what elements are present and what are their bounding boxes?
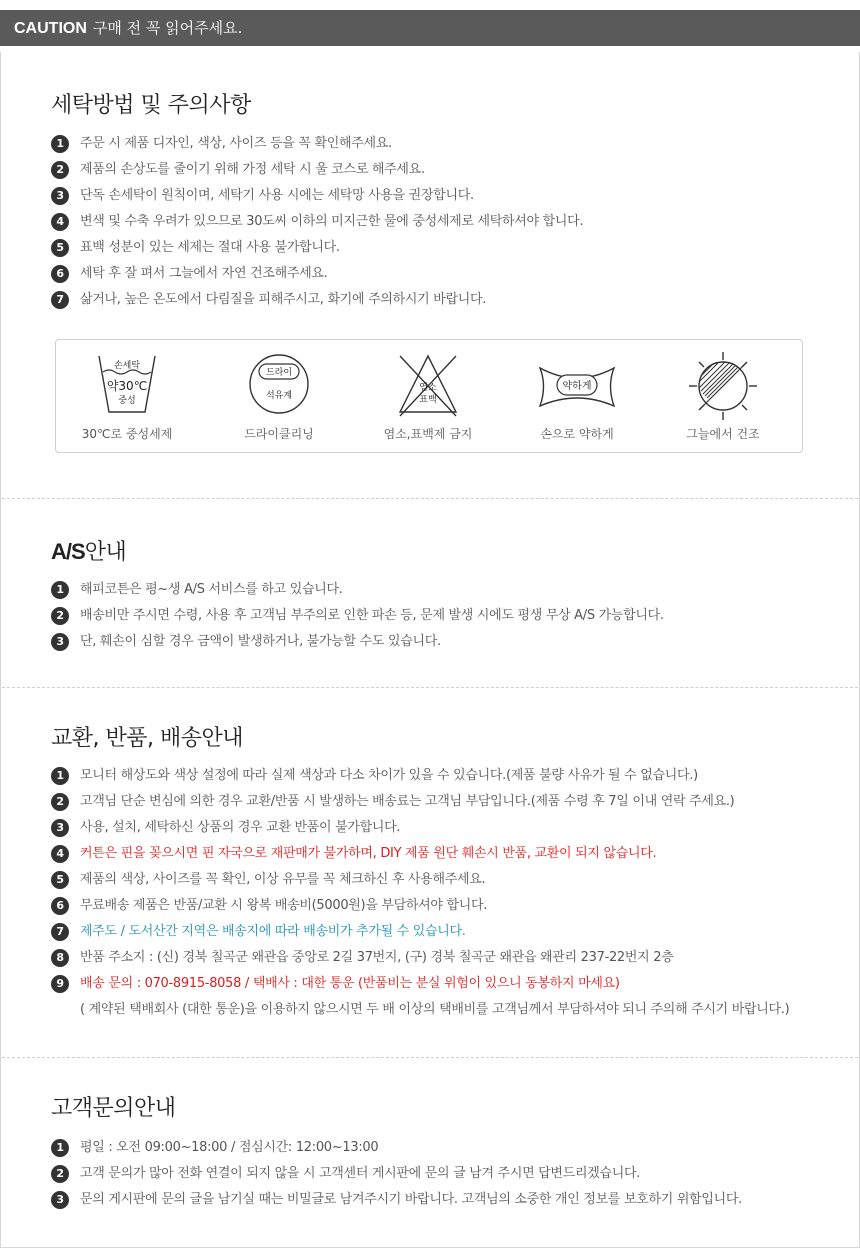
list-item <box>51 209 583 235</box>
list-item-text: 표백 성분이 있는 세제는 절대 사용 불가합니다. <box>80 240 340 255</box>
list-item-text: 제품의 손상도를 줄이기 위해 가정 세탁 시 울 코스로 해주세요. <box>80 162 425 177</box>
dry-clean-label: 드라이클리닝 <box>244 427 314 441</box>
hand-wash-line3: 중성 <box>118 396 136 406</box>
list-item-text: 해피코튼은 평~생 A/S 서비스를 하고 있습니다. <box>80 582 343 597</box>
care-symbol-shade-dry <box>653 340 793 452</box>
list-item <box>51 893 789 919</box>
list-item-text: 주문 시 제품 디자인, 색상, 사이즈 등을 꼭 확인해주세요. <box>80 136 392 151</box>
dry-clean-icon <box>239 350 319 422</box>
list-item-text: 배송 문의 : 070-8915-8058 / 택배사 : 대한 통운 (반품비는 분실 위험이 있으니 동봉하지 마세요) <box>80 976 620 991</box>
list-item-text: 제품의 색상, 사이즈를 꼭 확인, 이상 유무를 꼭 체크하신 후 사용해주세요. <box>80 872 486 887</box>
list-item-text: 반품 주소지 : (신) 경북 칠곡군 왜관읍 중앙로 2길 37번지, (구) 경북 칠곡군 왜관읍 왜관리 237-22번지 2층 <box>80 950 674 965</box>
hand-wash-icon <box>87 350 167 422</box>
list-item-text: 단독 손세탁이 원칙이며, 세탁기 사용 시에는 세탁망 사용을 권장합니다. <box>80 188 474 203</box>
list-item <box>51 1135 742 1161</box>
list-item <box>51 945 789 971</box>
section-divider <box>2 687 858 688</box>
no-bleach-line2: 표백 <box>419 395 437 405</box>
list-item-text: 삶거나, 높은 온도에서 다림질을 피해주시고, 화기에 주의하시기 바랍니다. <box>80 292 487 307</box>
washing-list <box>51 131 583 313</box>
caution-header-bar <box>0 10 860 46</box>
number-badge-icon: 9 <box>51 975 69 993</box>
list-item <box>51 763 789 789</box>
list-item-text: 사용, 설치, 세탁하신 상품의 경우 교환 반품이 불가합니다. <box>80 820 401 835</box>
no-bleach-label: 염소,표백제 금지 <box>383 427 473 441</box>
number-badge-icon: 8 <box>51 949 69 967</box>
list-item-text: 커튼은 핀을 꽂으시면 핀 자국으로 재판매가 불가하며, DIY 제품 원단 훼손시 반품, 교환이 되지 않습니다. <box>80 846 657 861</box>
list-item <box>51 789 789 815</box>
hand-wash-line1: 손세탁 <box>113 361 141 371</box>
list-item-text: 무료배송 제품은 반품/교환 시 왕복 배송비(5000원)을 부담하셔야 합니다. <box>80 898 488 913</box>
number-badge-icon: 3 <box>51 187 69 205</box>
number-badge-icon: 1 <box>51 1139 69 1157</box>
number-badge-icon: 2 <box>51 1165 69 1183</box>
care-symbol-no-bleach <box>358 340 498 452</box>
list-item-text: 평일 : 오전 09:00~18:00 / 점심시간: 12:00~13:00 <box>80 1140 379 1155</box>
number-badge-icon: 4 <box>51 845 69 863</box>
care-symbol-dry-clean <box>209 340 349 452</box>
hand-wash-label: 30℃로 중성세제 <box>81 427 173 441</box>
iron-gently-icon <box>537 350 617 422</box>
customer-section-title: 고객문의안내 <box>51 1096 176 1121</box>
list-item <box>51 971 789 997</box>
list-item <box>51 919 789 945</box>
list-item <box>51 261 583 287</box>
as-section-title <box>51 535 126 566</box>
list-item <box>51 131 583 157</box>
number-badge-icon: 6 <box>51 265 69 283</box>
list-item <box>51 577 664 603</box>
list-item-text: 제주도 / 도서산간 지역은 배송지에 따라 배송비가 추가될 수 있습니다. <box>80 924 466 939</box>
number-badge-icon: 3 <box>51 1191 69 1209</box>
number-badge-icon: 4 <box>51 213 69 231</box>
list-item-note <box>51 997 789 1023</box>
number-badge-icon: 1 <box>51 767 69 785</box>
list-item <box>51 603 664 629</box>
caution-label: CAUTION <box>14 20 87 37</box>
as-title-rest: 안내 <box>84 540 127 565</box>
number-badge-icon: 1 <box>51 135 69 153</box>
dry-clean-line2: 석유계 <box>265 391 293 401</box>
exchange-list <box>51 763 789 1023</box>
list-item-text: 변색 및 수축 우려가 있으므로 30도씨 이하의 미지근한 물에 중성세제로 세탁하셔야 합니다. <box>80 214 584 229</box>
list-item <box>51 157 583 183</box>
list-item <box>51 183 583 209</box>
list-item-text: 모니터 해상도와 색상 설정에 따라 실제 색상과 다소 차이가 있을 수 있습니다.(제품 불량 사유가 될 수 없습니다.) <box>80 768 698 783</box>
section-divider <box>2 498 858 499</box>
number-badge-icon: 2 <box>51 161 69 179</box>
list-item-text: 고객 문의가 많아 전화 연결이 되지 않을 시 고객센터 게시판에 문의 글 남겨 주시면 답변드리겠습니다. <box>80 1166 641 1181</box>
customer-list <box>51 1135 742 1213</box>
hand-gentle-label: 손으로 약하게 <box>540 427 614 441</box>
care-symbols-panel <box>55 339 803 453</box>
list-item-text: 고객님 단순 변심에 의한 경우 교환/반품 시 발생하는 배송료는 고객님 부담입니다.(제품 수령 후 7일 이내 연락 주세요.) <box>80 794 735 809</box>
washing-section-title: 세탁방법 및 주의사항 <box>51 93 251 118</box>
number-badge-icon: 2 <box>51 607 69 625</box>
section-divider <box>2 1057 858 1058</box>
list-item <box>51 1187 742 1213</box>
list-item <box>51 287 583 313</box>
list-item <box>51 841 789 867</box>
number-badge-icon: 6 <box>51 897 69 915</box>
no-bleach-line1: 염소 <box>419 383 437 393</box>
list-item-text: 세탁 후 잘 펴서 그늘에서 자연 건조해주세요. <box>80 266 328 281</box>
exchange-section-title: 교환, 반품, 배송안내 <box>51 726 243 751</box>
caution-title: 구매 전 꼭 읽어주세요. <box>92 19 243 37</box>
number-badge-icon: 1 <box>51 581 69 599</box>
number-badge-icon: 3 <box>51 819 69 837</box>
list-item-text: 문의 게시판에 문의 글을 남기실 때는 비밀글로 남겨주시기 바랍니다. 고객님의 소중한 개인 정보를 보호하기 위함입니다. <box>80 1192 742 1207</box>
dry-clean-line1: 드라이 <box>265 368 293 378</box>
list-item-text: 배송비만 주시면 수령, 사용 후 고객님 부주의로 인한 파손 등, 문제 발생 시에도 평생 무상 A/S 가능합니다. <box>80 608 664 623</box>
list-item <box>51 629 664 655</box>
list-item <box>51 1161 742 1187</box>
list-item <box>51 815 789 841</box>
number-badge-icon: 7 <box>51 291 69 309</box>
care-symbol-hand-gentle <box>507 340 647 452</box>
number-badge-icon: 5 <box>51 239 69 257</box>
list-item <box>51 867 789 893</box>
list-item-text: 단, 훼손이 심할 경우 금액이 발생하거나, 불가능할 수도 있습니다. <box>80 634 441 649</box>
number-badge-icon: 2 <box>51 793 69 811</box>
care-symbol-hand-wash <box>57 340 197 452</box>
as-list <box>51 577 664 655</box>
as-title-bold: A/S <box>51 539 85 564</box>
list-item <box>51 235 583 261</box>
number-badge-icon: 5 <box>51 871 69 889</box>
number-badge-icon: 3 <box>51 633 69 651</box>
hand-gentle-line1: 약하게 <box>562 381 592 392</box>
hand-wash-line2: 약30℃ <box>106 379 148 393</box>
shade-dry-icon <box>683 350 763 422</box>
shade-dry-label: 그늘에서 건조 <box>686 427 760 441</box>
exchange-note-text: ( 계약된 택배회사 (대한 통운)을 이용하지 않으시면 두 배 이상의 택배비를 고객님께서 부담하셔야 되니 주의해 주시기 바랍니다.) <box>80 1002 790 1017</box>
number-badge-icon: 7 <box>51 923 69 941</box>
no-bleach-icon <box>388 350 468 422</box>
